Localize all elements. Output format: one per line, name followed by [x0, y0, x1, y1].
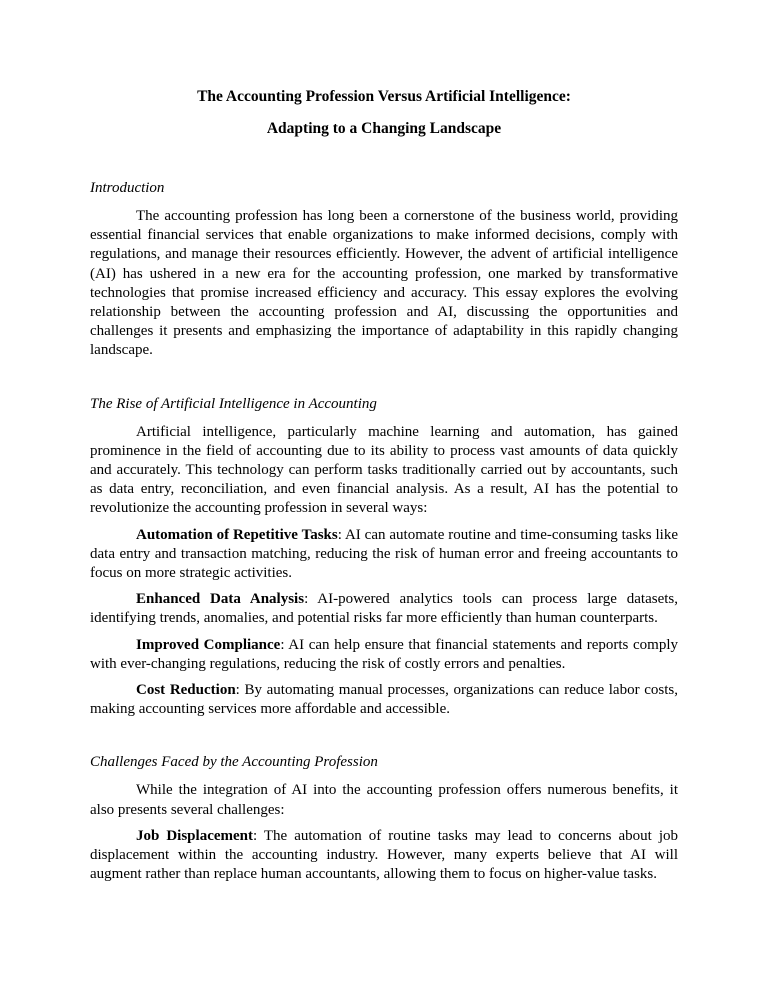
document-title-line-1: The Accounting Profession Versus Artificial Intelligence:: [197, 88, 571, 105]
paragraph-text: : By automating manual processes, organizations can reduce labor costs, making accounting services more affordable and accessible.: [90, 682, 678, 718]
paragraph-job-displacement: [90, 827, 678, 885]
paragraph-text: Artificial intelligence, particularly machine learning and automation, has gained prominence in the field of accounting due to its ability to process vast amounts of data quickly and accurately. This technology can perform tasks traditionally carried out by accountants, such as data entry, reconciliation, and even financial analysis. As a result, AI has the potential to revolutionize the accounting profession in several ways:: [90, 423, 678, 517]
paragraph-text: : The automation of routine tasks may lead to concerns about job displacement within the accounting industry. However, many experts believe that AI will augment rather than replace human accountants, allowing them to focus on higher-value tasks.: [90, 827, 678, 883]
paragraph-enhanced-data-analysis: [90, 590, 678, 628]
paragraph: [90, 207, 678, 361]
paragraph-automation-of-repetitive-tasks: [90, 526, 678, 584]
section-heading-rise-of-ai: The Rise of Artificial Intelligence in Accounting: [90, 395, 377, 412]
section-heading-introduction: Introduction: [90, 180, 165, 196]
paragraph-lead-term: Job Displacement: [136, 827, 253, 844]
paragraph-lead-term: Cost Reduction: [136, 682, 236, 699]
paragraph-lead-term: Improved Compliance: [136, 636, 281, 653]
paragraph: [90, 423, 678, 519]
paragraph-text: : AI-powered analytics tools can process large datasets, identifying trends, anomalies, and potential risks far more efficiently than human counterparts.: [90, 591, 678, 627]
paragraph-text: The accounting profession has long been a cornerstone of the business world, providing essential financial services that enable organizations to make informed decisions, comply with regulations, and manage their resources efficiently. However, the advent of artificial intelligence (AI) has ushered in a new era for the accounting profession, one marked by transformative technologies that promise increased efficiency and accuracy. This essay explores the evolving relationship between the accounting profession and AI, discussing the opportunities and challenges it presents and emphasizing the importance of adaptability in this rapidly changing landscape.: [90, 208, 678, 359]
paragraph-text: : AI can automate routine and time-consuming tasks like data entry and transaction matching, reducing the risk of human error and freeing accountants to focus on more strategic activities.: [90, 526, 678, 582]
paragraph-lead-term: Automation of Repetitive Tasks: [136, 526, 338, 543]
paragraph-improved-compliance: [90, 636, 678, 674]
paragraph: [90, 781, 678, 819]
section-heading-challenges: Challenges Faced by the Accounting Profession: [90, 754, 378, 771]
paragraph-text: : AI can help ensure that financial statements and reports comply with ever-changing regulations, reducing the risk of costly errors and penalties.: [90, 636, 678, 672]
document-title-line-2: Adapting to a Changing Landscape: [266, 120, 502, 137]
paragraph-lead-term: Enhanced Data Analysis: [136, 591, 305, 608]
paragraph-text: While the integration of AI into the accounting profession offers numerous benefits, it also presents several challenges:: [90, 782, 678, 818]
paragraph-cost-reduction: [90, 681, 678, 719]
